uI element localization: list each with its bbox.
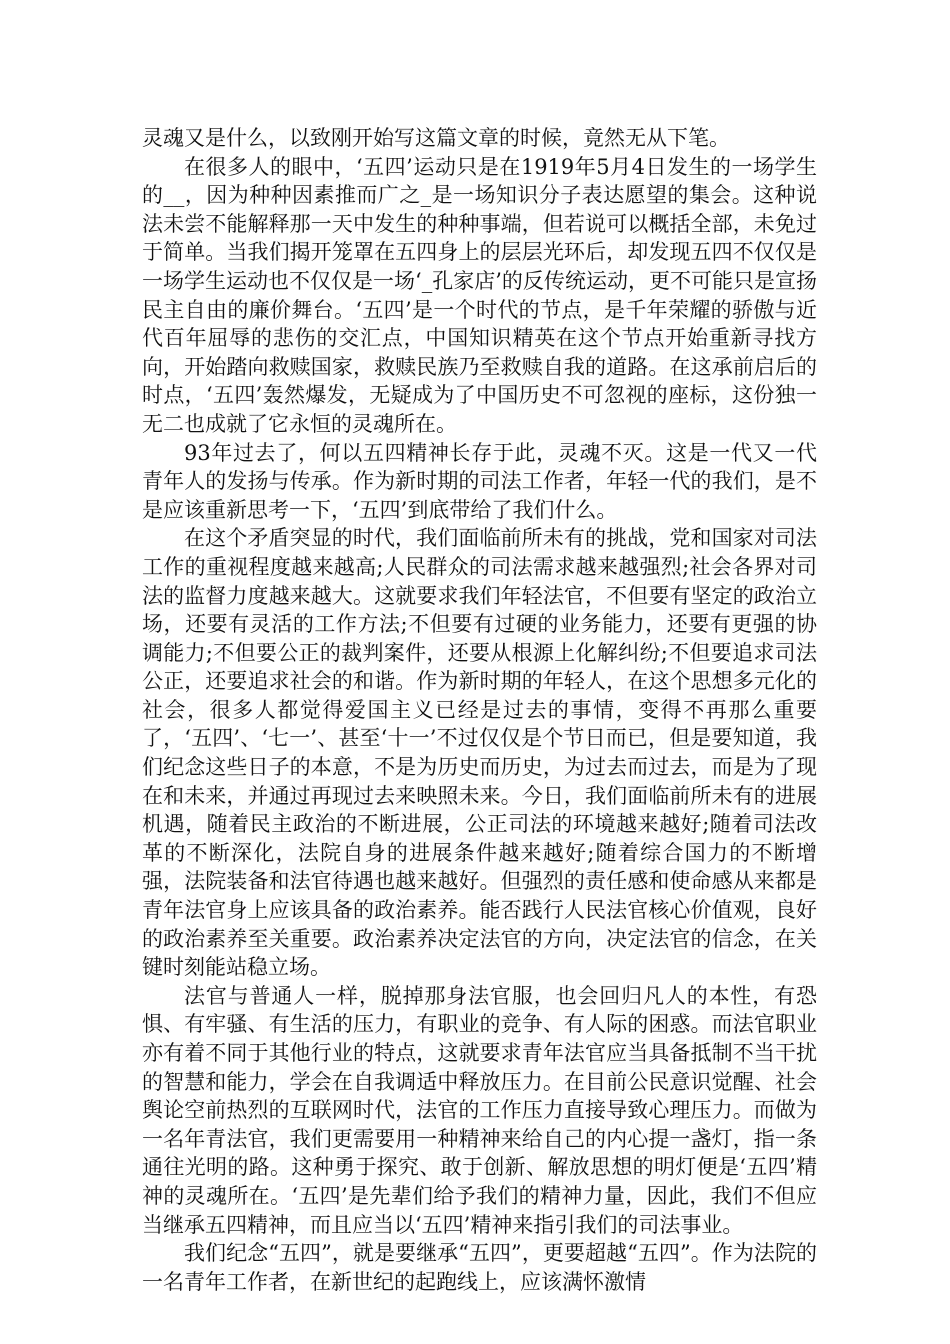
paragraph-4: 在这个矛盾突显的时代，我们面临前所未有的挑战，党和国家对司法工作的重视程度越来越高;人民群众的司法需求越来越强烈;社会各界对司法的监督力度越来越大。这就要求我们年轻法官，不但要有坚定的政治立场，还要有灵活的工作方法;不但要有过硬的业务能力，还要有更强的协调能力;不但要公正的裁判案件，还要从根源上化解纠纷;不但要追求司法公正，还要追求社会的和谐。作为新时期的年轻人，在这个思想多元化的社会，很多人都觉得爱国主义已经是过去的事情，变得不再那么重要了，‘五四’、‘七一’、甚至‘十一’不过仅仅是个节日而已，但是要知道，我们纪念这些日子的本意，不是为历史而历史，为过去而过去，而是为了现在和未来，并通过再现过去来映照未来。今日，我们面临前所未有的进展机遇，随着民主政治的不断进展，公正司法的环境越来越好;随着司法改革的不断深化，法院自身的进展条件越来越好;随着综合国力的不断增强，法院装备和法官待遇也越来越好。但强烈的责任感和使命感从来都是青年法官身上应该具备的政治素养。能否践行人民法官核心价值观，良好的政治素养至关重要。政治素养决定法官的方向，决定法官的信念，在关键时刻能站稳立场。 xyxy=(142,526,817,980)
paragraph-1: 灵魂又是什么，以致刚开始写这篇文章的时候，竟然无从下笔。 xyxy=(142,126,730,150)
document-body xyxy=(142,124,817,1296)
paragraph-2: 在很多人的眼中，‘五四’运动只是在1919年5月4日发生的一场学生的__，因为种种因素推而广之_是一场知识分子表达愿望的集会。这种说法未尝不能解释那一天中发生的种种事端，但若说可以概括全部，未免过于简单。当我们揭开笼罩在五四身上的层层光环后，却发现五四不仅仅是一场学生运动也不仅仅是一场‘_孔家店’的反传统运动，更不可能只是宣扬民主自由的廉价舞台。‘五四’是一个时代的节点，是千年荣耀的骄傲与近代百年屈辱的悲伤的交汇点，中国知识精英在这个节点开始重新寻找方向，开始踏向救赎国家，救赎民族乃至救赎自我的道路。在这承前启后的时点，‘五四’轰然爆发，无疑成为了中国历史不可忽视的座标，这份独一无二也成就了它永恒的灵魂所在。 xyxy=(142,154,817,436)
paragraph-3: 93年过去了，何以五四精神长存于此，灵魂不灭。这是一代又一代青年人的发扬与传承。作为新时期的司法工作者，年轻一代的我们，是不是应该重新思考一下，‘五四’到底带给了我们什么。 xyxy=(142,440,817,522)
paragraph-6: 我们纪念“五四”，就是要继承“五四”，更要超越“五四”。作为法院的一名青年工作者，在新世纪的起跑线上，应该满怀激情 xyxy=(142,1241,817,1294)
paragraph-5: 法官与普通人一样，脱掉那身法官服，也会回归凡人的本性，有恐惧、有牢骚、有生活的压力，有职业的竞争、有人际的困惑。而法官职业亦有着不同于其他行业的特点，这就要求青年法官应当具备抵制不当干扰的智慧和能力，学会在自我调适中释放压力。在目前公民意识觉醒、社会舆论空前热烈的互联网时代，法官的工作压力直接导致心理压力。而做为一名年青法官，我们更需要用一种精神来给自己的内心提一盏灯，指一条通往光明的路。这种勇于探究、敢于创新、解放思想的明灯便是‘五四’精神的灵魂所在。‘五四’是先辈们给予我们的精神力量，因此，我们不但应当继承五四精神，而且应当以‘五四’精神来指引我们的司法事业。 xyxy=(142,983,817,1237)
